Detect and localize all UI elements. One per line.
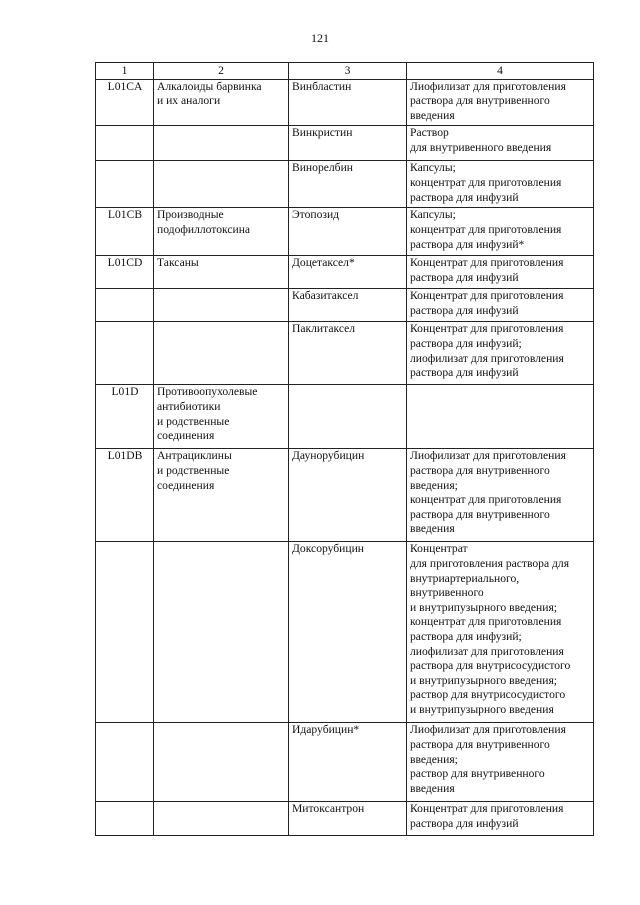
drug-name-cell: Даунорубицин: [289, 449, 407, 542]
group-cell: Антрациклины и родственные соединения: [154, 449, 289, 542]
group-cell: [154, 126, 289, 161]
column-header-code: 1: [96, 63, 154, 80]
dosage-form-cell: Концентрат для приготовления раствора для инфузий; лиофилизат для приготовления раствора для инфузий: [407, 322, 594, 385]
dosage-form-cell: Раствор для внутривенного введения: [407, 126, 594, 161]
group-cell: Алкалоиды барвинка и их аналоги: [154, 79, 289, 126]
atc-code-cell: [96, 289, 154, 322]
table-header-row: [96, 63, 594, 80]
table-row: [96, 79, 594, 126]
dosage-form-cell: Капсулы; концентрат для приготовления раствора для инфузий*: [407, 208, 594, 256]
column-header-drug: 3: [289, 63, 407, 80]
atc-code-cell: [96, 322, 154, 385]
table-row: [96, 802, 594, 836]
page-number: 121: [311, 31, 329, 45]
drug-name-cell: Кабазитаксел: [289, 289, 407, 322]
drug-name-cell: Этопозид: [289, 208, 407, 256]
column-header-group: 2: [154, 63, 289, 80]
atc-code-cell: [96, 723, 154, 802]
drug-name-cell: Винкристин: [289, 126, 407, 161]
drug-name-cell: Доцетаксел*: [289, 256, 407, 289]
drug-name-cell: Паклитаксел: [289, 322, 407, 385]
dosage-form-cell: Лиофилизат для приготовления раствора для внутривенного введения: [407, 79, 594, 126]
atc-code-cell: [96, 126, 154, 161]
group-cell: [154, 322, 289, 385]
table-row: [96, 542, 594, 723]
atc-code-cell: L01CD: [96, 256, 154, 289]
atc-code-cell: L01D: [96, 385, 154, 449]
table-row: [96, 385, 594, 449]
group-cell: [154, 289, 289, 322]
drug-name-cell: [289, 385, 407, 449]
dosage-form-cell: [407, 385, 594, 449]
dosage-form-cell: Лиофилизат для приготовления раствора для внутривенного введения; раствор для внутривенного введения: [407, 723, 594, 802]
drug-name-cell: Доксорубицин: [289, 542, 407, 723]
table-row: [96, 449, 594, 542]
table-row: [96, 126, 594, 161]
dosage-form-cell: Концентрат для приготовления раствора для инфузий: [407, 256, 594, 289]
atc-code-cell: [96, 542, 154, 723]
table-row: [96, 322, 594, 385]
dosage-form-cell: Концентрат для приготовления раствора для инфузий: [407, 289, 594, 322]
group-cell: [154, 542, 289, 723]
drug-name-cell: Винбластин: [289, 79, 407, 126]
atc-code-cell: L01DB: [96, 449, 154, 542]
group-cell: Противоопухолевые антибиотики и родственные соединения: [154, 385, 289, 449]
atc-code-cell: [96, 802, 154, 836]
table-row: [96, 256, 594, 289]
group-cell: Таксаны: [154, 256, 289, 289]
table-row: [96, 289, 594, 322]
group-cell: [154, 161, 289, 208]
dosage-form-cell: Концентрат для приготовления раствора для инфузий: [407, 802, 594, 836]
atc-code-cell: L01CB: [96, 208, 154, 256]
drug-table: [95, 62, 594, 836]
group-cell: [154, 802, 289, 836]
atc-code-cell: L01CA: [96, 79, 154, 126]
column-header-form: 4: [407, 63, 594, 80]
group-cell: [154, 723, 289, 802]
table-row: [96, 723, 594, 802]
table-row: [96, 208, 594, 256]
drug-name-cell: Винорелбин: [289, 161, 407, 208]
dosage-form-cell: Лиофилизат для приготовления раствора для внутривенного введения; концентрат для приготовления раствора для внутривенного введения: [407, 449, 594, 542]
drug-name-cell: Митоксантрон: [289, 802, 407, 836]
table-row: [96, 161, 594, 208]
atc-code-cell: [96, 161, 154, 208]
group-cell: Производные подофиллотоксина: [154, 208, 289, 256]
dosage-form-cell: Концентрат для приготовления раствора для внутриартериального, внутривенного и внутрипузырного введения; концентрат для приготовления раствора для инфузий; лиофилизат для приготовления раствора для внутрисосудистого и внутрипузырного введения; раствор для внутрисосудистого и внутрипузырного введения: [407, 542, 594, 723]
drug-name-cell: Идарубицин*: [289, 723, 407, 802]
dosage-form-cell: Капсулы; концентрат для приготовления раствора для инфузий: [407, 161, 594, 208]
